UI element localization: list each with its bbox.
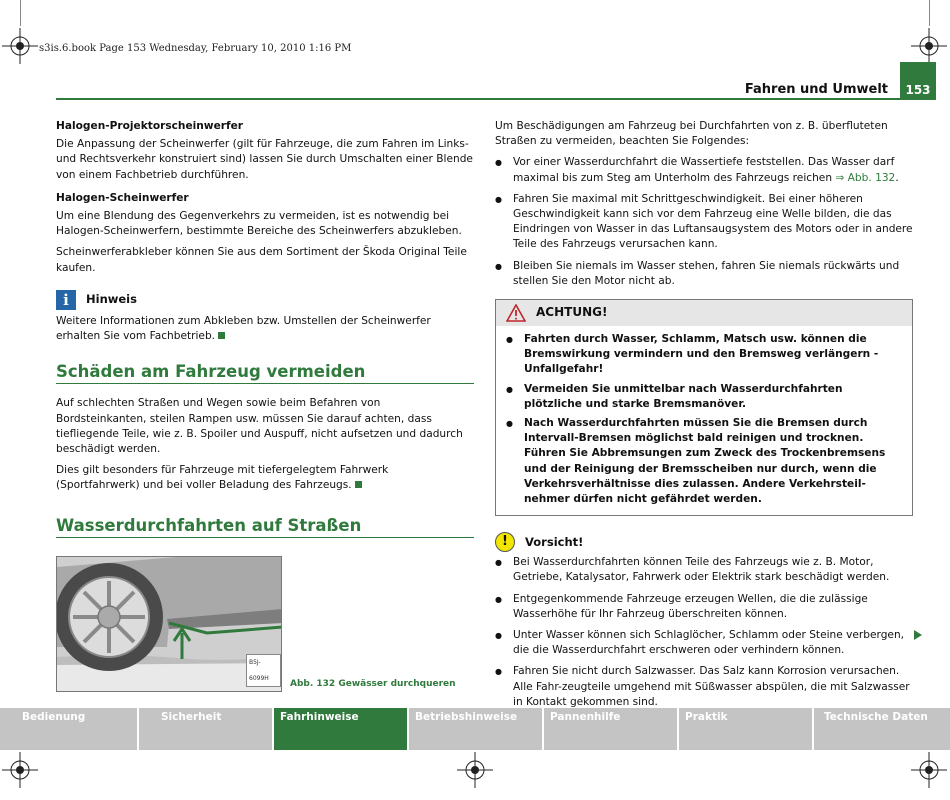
- warning-item: ● Nach Wasserdurchfahrten müssen Sie die Bremsen durch Intervall-Bremsen möglichst bald reinigen und trocknen. Führen Sie Abbremsungen zum Zweck des Trockenbremsens und der Reinigung der Bremsscheiben nur durch, wenn die Verkehrsverhältnisse dies zulassen. Andere Verkehrsteil-nehmer dürfen nicht gefährdet werden.: [506, 416, 902, 507]
- halogen-text: Um eine Blendung des Gegenverkehrs zu vermeiden, ist es notwendig bei Halogen-Scheinwerfern, bestimmte Bereiche des Scheinwerfers abzukleben.: [56, 210, 462, 238]
- caution-item: ● Entgegenkommende Fahrzeuge erzeugen Wellen, die die zulässige Wasserhöhe für Ihr Fahrzeug überschreiten können.: [495, 592, 913, 622]
- figure-reference-link[interactable]: ⇒ Abb. 132: [835, 171, 896, 184]
- section-end-icon: [218, 332, 225, 339]
- tab-bedienung[interactable]: Bedienung: [0, 708, 139, 750]
- caution-header: [495, 532, 913, 552]
- tab-praktik[interactable]: Praktik: [679, 708, 814, 750]
- caution-item: ● Bei Wasserdurchfahrten können Teile des Fahrzeugs wie z. B. Motor, Getriebe, Katalysator, Fahrwerk oder Elektrik stark beschädigt werden.: [495, 555, 913, 585]
- figure-code: B5J-6099H: [246, 654, 281, 686]
- warning-box: [495, 299, 913, 516]
- tab-betriebshinweise[interactable]: Betriebshinweise: [409, 708, 544, 750]
- caution-item: ● Unter Wasser können sich Schlaglöcher, Schlamm oder Steine verbergen, die die Wasserdurchfahrt erschweren oder verhindern können.: [495, 628, 913, 658]
- caution-item: ● Fahren Sie nicht durch Salzwasser. Das Salz kann Korrosion verursachen. Alle Fahr-zeugteile umgehend mit Süßwasser abspülen, die mit Salzwasser in Kontakt gekommen sind.: [495, 664, 913, 710]
- heading-water-crossing: Wasserdurchfahrten auf Straßen: [56, 518, 474, 538]
- tab-pannenhilfe[interactable]: Pannenhilfe: [544, 708, 679, 750]
- hint-title: Hinweis: [86, 292, 137, 307]
- water-intro: Um Beschädigungen am Fahrzeug bei Durchfahrten von z. B. überfluteten Straßen zu vermeiden, beachten Sie Folgendes:: [495, 120, 888, 148]
- damage-text-1: Auf schlechten Straßen und Wegen sowie beim Befahren von Bordsteinkanten, steilen Rampen usw. müssen Sie darauf achten, dass tiefliegende Teile, wie z. B. Spoiler und Auspuff, nicht aufsetzen und dadurch beschädigt werden.: [56, 397, 463, 456]
- figure-caption: Abb. 132 Gewässer durchqueren: [290, 678, 456, 689]
- section-end-icon: [355, 481, 362, 488]
- info-icon: i: [56, 290, 76, 310]
- chapter-tabs: [0, 708, 950, 750]
- registration-mark-bottom-left: [2, 752, 38, 788]
- halogen-text-2: Scheinwerferabkleber können Sie aus dem Sortiment der Škoda Original Teile kaufen.: [56, 246, 467, 274]
- registration-mark-top-right: [911, 28, 947, 64]
- list-item: ● Bleiben Sie niemals im Wasser stehen, fahren Sie niemals rückwärts und stellen Sie den Motor nicht ab.: [495, 259, 913, 289]
- right-column: [495, 119, 913, 716]
- warning-body: [496, 326, 912, 515]
- warning-header: [496, 300, 912, 326]
- page-header-title: Fahren und Umwelt: [744, 82, 888, 97]
- header-rule: [56, 98, 902, 100]
- warning-item: ● Fahrten durch Wasser, Schlamm, Matsch usw. können die Bremswirkung vermindern und den Bremsweg verlängern - Unfallgefahr!: [506, 332, 902, 378]
- figure-image-water-crossing: [56, 556, 282, 692]
- warning-item: ● Vermeiden Sie unmittelbar nach Wasserdurchfahrten plötzliche und starke Bremsmanöver.: [506, 382, 902, 412]
- registration-mark-bottom-center: [457, 752, 493, 788]
- book-slug-line: s3is.6.book Page 153 Wednesday, February 10, 2010 1:16 PM: [39, 43, 352, 54]
- exclamation-icon: !: [495, 532, 515, 552]
- tab-sicherheit[interactable]: Sicherheit: [139, 708, 274, 750]
- hint-text: Weitere Informationen zum Abkleben bzw. Umstellen der Scheinwerfer erhalten Sie vom Fachbetrieb.: [56, 314, 431, 343]
- list-item: ● Vor einer Wasserdurchfahrt die Wassertiefe feststellen. Das Wasser darf maximal bis zum Steg am Unterholm des Fahrzeugs reichen ⇒ Abb. 132.: [495, 155, 913, 185]
- registration-mark-bottom-right: [911, 752, 947, 788]
- tab-fahrhinweise[interactable]: Fahrhinweise: [274, 708, 409, 750]
- continue-arrow-icon[interactable]: [914, 630, 922, 640]
- figure-132: [56, 556, 474, 692]
- halogen-projector-text: Die Anpassung der Scheinwerfer (gilt für Fahrzeuge, die zum Fahren im Links- und Rechtsverkehr konstruiert sind) lassen Sie durch Umschalten einer Blende von einem Fachbetrieb durchführen.: [56, 138, 473, 181]
- damage-text-2: Dies gilt besonders für Fahrzeuge mit tiefergelegtem Fahrwerk (Sportfahrwerk) und bei voller Beladung des Fahrzeugs.: [56, 464, 389, 492]
- page-number: 153: [900, 62, 936, 100]
- halogen-heading: Halogen-Scheinwerfer: [56, 191, 189, 204]
- warning-title: ACHTUNG!: [536, 305, 608, 320]
- heading-damage-avoid: Schäden am Fahrzeug vermeiden: [56, 364, 474, 384]
- hint-header: [56, 290, 474, 310]
- tab-technische-daten[interactable]: Technische Daten: [814, 708, 950, 750]
- warning-triangle-icon: [506, 304, 526, 322]
- left-column: [56, 119, 474, 692]
- trim-line-left: [20, 0, 21, 26]
- caution-title: Vorsicht!: [525, 534, 584, 549]
- trim-line-right: [929, 0, 930, 26]
- list-item: ● Fahren Sie maximal mit Schrittgeschwindigkeit. Bei einer höheren Geschwindigkeit kann sich vor dem Fahrzeug eine Welle bilden, die das Eindringen von Wasser in das Luftansaugsystem des Motors oder in andere Teile des Fahrzeugs verursachen kann.: [495, 192, 913, 253]
- registration-mark-top-left: [2, 28, 38, 64]
- halogen-projector-heading: Halogen-Projektorscheinwerfer: [56, 120, 244, 132]
